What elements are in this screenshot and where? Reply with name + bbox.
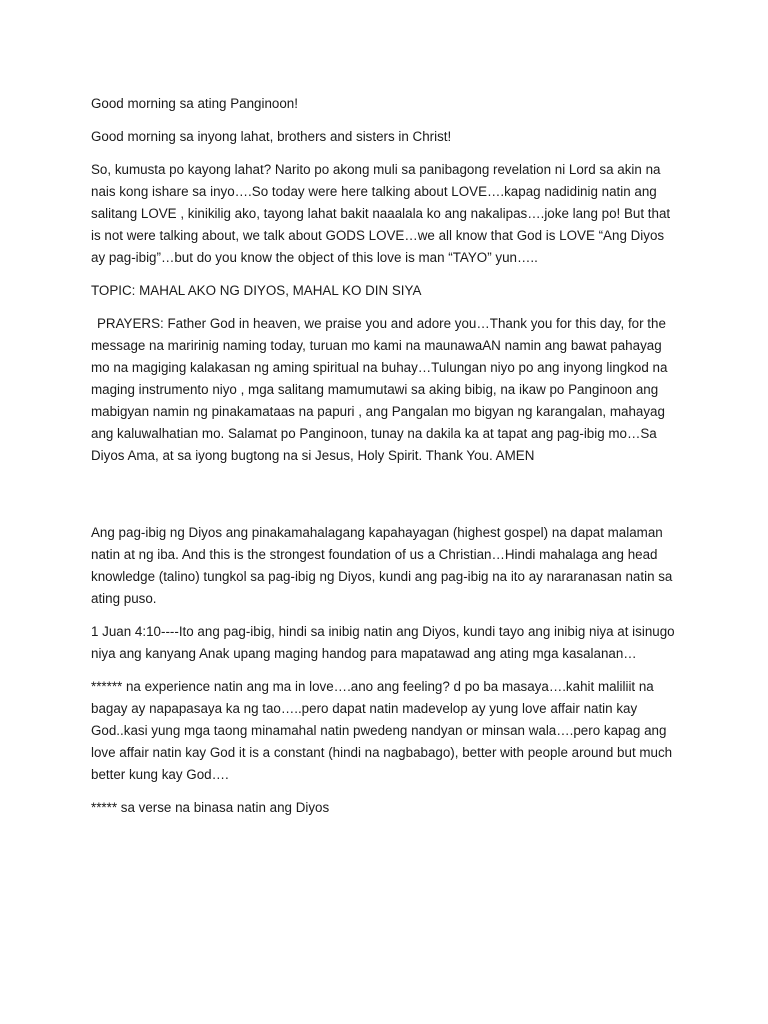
document-page — [91, 93, 681, 830]
topic-line: TOPIC: MAHAL AKO NG DIYOS, MAHAL KO DIN SIYA — [91, 283, 422, 298]
love-affair-paragraph: ****** na experience natin ang ma in love….ano ang feeling? d po ba masaya….kahit maliliit na bagay ay napapasaya ka ng tao…..pero dapat natin madevelop ay yung love affair natin kay God..kasi yung mga taong minamahal natin pwedeng nandyan or minsan wala….pero kapag ang love affair natin kay God it is a constant (hindi na nagbabago), better with people around but much better kung kay God…. — [91, 679, 673, 782]
prayer-paragraph: PRAYERS: Father God in heaven, we praise you and adore you…Thank you for this day, for the message na maririnig naming today, turuan mo kami na maunawaAN namin ang bawat pahayag mo na magiging kalakasan ng aming spiritual na buhay…Tulungan niyo po ang inyong lingkod na maging instrumento niyo , mga salitang mamumutawi sa aking bibig, na ikaw po Panginoon ang mabigyan namin ng pinakamataas na papuri , ang Pangalan mo bigyan ng karangalan, mahayag ang kaluwalhatian mo. Salamat po Panginoon, tunay na dakila ka at tapat ang pag-ibig mo…Sa Diyos Ama, at sa iyong bugtong na si Jesus, Holy Spirit. Thank You. AMEN — [91, 316, 668, 463]
greeting-line-2: Good morning sa inyong lahat, brothers and sisters in Christ! — [91, 129, 452, 144]
intro-paragraph: So, kumusta po kayong lahat? Narito po akong muli sa panibagong revelation ni Lord sa akin na nais kong ishare sa inyo….So today were here talking about LOVE….kapag nadidinig natin ang salitang LOVE , kinikilig ako, tayong lahat bakit naaalala ko ang nakalipas….joke lang po! But that is not were talking about, we talk about GODS LOVE…we all know that God is LOVE “Ang Diyos ay pag-ibig”…but do you know the object of this love is man “TAYO” yun….. — [91, 162, 671, 265]
verse-paragraph: 1 Juan 4:10----Ito ang pag-ibig, hindi sa inibig natin ang Diyos, kundi tayo ang inibig niya at isinugo niya ang kanyang Anak upang maging handog para mapatawad ang ating mga kasalanan… — [91, 624, 675, 661]
closing-line: ***** sa verse na binasa natin ang Diyos — [91, 800, 330, 815]
gospel-paragraph: Ang pag-ibig ng Diyos ang pinakamahalagang kapahayagan (highest gospel) na dapat malaman natin at ng iba. And this is the strongest foundation of us a Christian…Hindi mahalaga ang head knowledge (talino) tungkol sa pag-ibig ng Diyos, kundi ang pag-ibig na ito ay nararanasan natin sa ating puso. — [91, 525, 673, 606]
greeting-line-1: Good morning sa ating Panginoon! — [91, 96, 298, 111]
